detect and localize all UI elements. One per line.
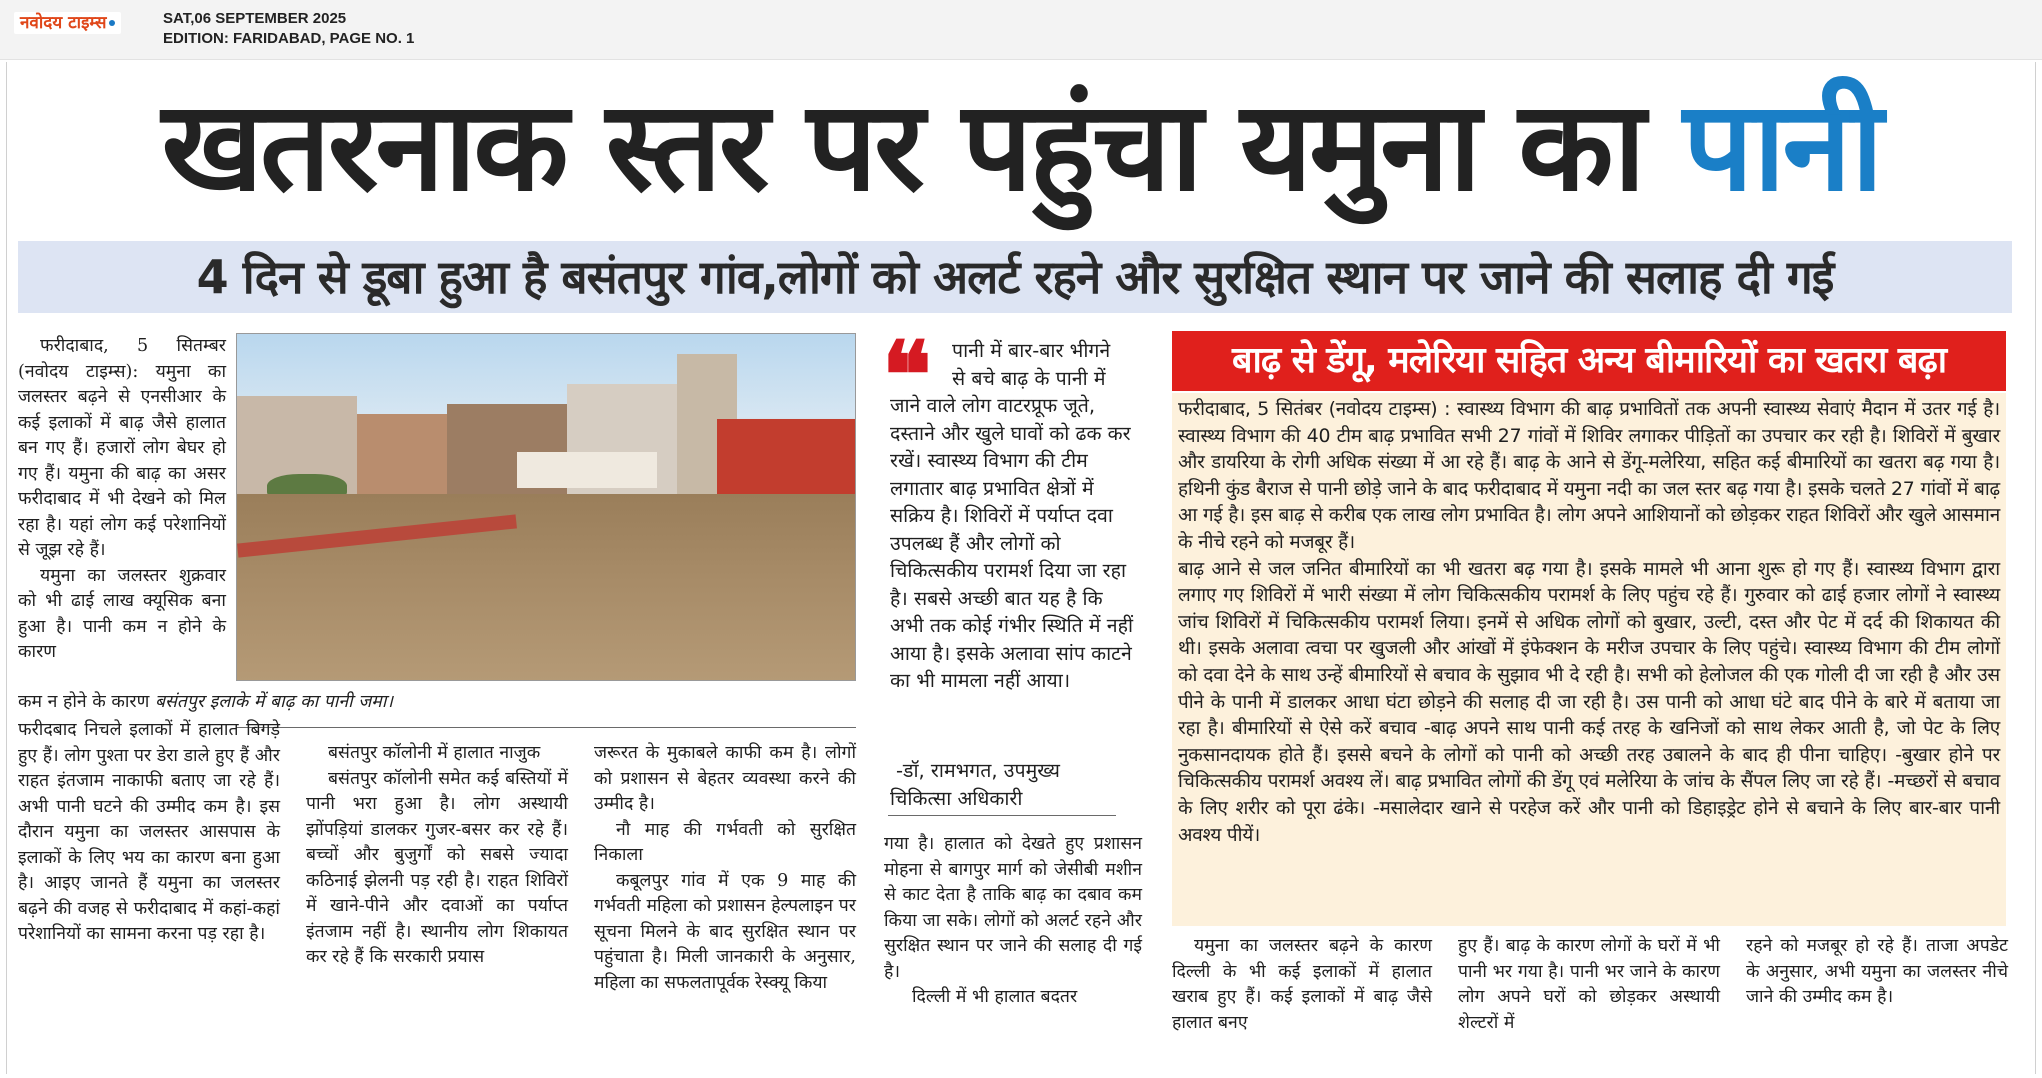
story-paragraph: रहने को मजबूर हो रहे हैं। ताजा अपडेट के अनुसार, अभी यमुना का जलस्तर नीचे जाने की उम्मीद कम है। xyxy=(1746,936,2008,1007)
side-story-banner: बाढ़ से डेंगू, मलेरिया सहित अन्य बीमारियों का खतरा बढ़ा xyxy=(1172,331,2006,391)
quote-box xyxy=(890,337,1133,695)
side-story-paragraph: फरीदाबाद, 5 सितंबर (नवोदय टाइम्स) : स्वास्थ्य विभाग की बाढ़ प्रभावितों तक अपनी स्वास्थ्य सेवाएं मैदान में उतर गई है। स्वास्थ्य विभाग की 40 टीम बाढ़ प्रभावित सभी 27 गांवों में शिविर लगाकर पीड़ितों का उपचार कर रही है। शिविरों में बुखार और डायरिया के रोगी अधिक संख्या में आ रहे हैं। बाढ़ के आने से डेंगू-मलेरिया, सहित कई बीमारियों का खतरा बढ़ गया है। हथिनी कुंड बैराज से पानी छोड़े जाने के बाद फरीदाबाद में यमुना नदी का जल स्तर बढ़ गया है। इसके चलते 27 गांवों में बाढ़ आ गई है। इस बाढ़ से करीब एक लाख लोग प्रभावित है। लोग अपने आशियानों को छोड़कर राहत शिविरों और खुले आसमान के नीचे रहने को मजबूर हैं। xyxy=(1178,398,2000,553)
top-bar xyxy=(0,0,2042,60)
flood-photo[interactable] xyxy=(236,333,856,681)
logo-dot-icon xyxy=(109,20,115,26)
quote-divider xyxy=(888,815,1116,816)
delhi-col3 xyxy=(1746,934,2008,1011)
story-col1-top xyxy=(18,334,226,666)
photo-divider xyxy=(236,727,856,728)
photo-building xyxy=(357,414,447,494)
story-col4 xyxy=(884,832,1142,1011)
attribution-name: -डॉ, रामभगत, उपमुख्य xyxy=(896,759,1060,782)
edition-info xyxy=(163,9,414,49)
photo-building xyxy=(717,419,856,494)
attribution-title: चिकित्सा अधिकारी xyxy=(890,786,1023,810)
story-paragraph: गया है। हालात को देखते हुए प्रशासन मोहना से बागपुर मार्ग को जेसीबी मशीन से काट देता है ताकि बाढ़ का दबाव कम किया जा सके। लोगों को अलर्ट रहने और सुरक्षित स्थान पर जाने की सलाह दी गई है। xyxy=(884,834,1142,982)
story-paragraph: फरीदबाद निचले इलाकों में हालात बिगड़े हुए हैं। लोग पुश्ता पर डेरा डाले हुए हैं और राहत इंतजाम नाकाफी बताए जा रहे हैं। अभी पानी घटने की उम्मीद कम है। इस दौरान यमुना का जलस्तर आसपास के इलाकों के लिए भय का कारण बना हुआ है। आइए जानते हैं यमुना का जलस्तर बढ़ने की वजह से फरीदाबाद में कहां-कहां परेशानियों का सामना करना पड़ रहा है। xyxy=(18,720,280,944)
story-paragraph: बसंतपुर कॉलोनी समेत कई बस्तियों में पानी भरा हुआ है। लोग अस्थायी झोंपड़ियां डालकर गुजर-बसर कर रहे हैं। बच्चों और बुजुर्गों को सबसे ज्यादा कठिनाई झेलनी पड़ रही है। राहत शिविरों में खाने-पीने और दवाओं का पर्याप्त इंतजाम नहीं है। स्थानीय लोग शिकायत कर रहे हैं कि सरकारी प्रयास xyxy=(306,768,568,967)
subheadline: 4 दिन से डूबा हुआ है बसंतपुर गांव,लोगों को अलर्ट रहने और सुरक्षित स्थान पर जाने की सलाह दी गई xyxy=(196,250,1834,304)
story-paragraph: कबूलपुर गांव में एक 9 माह की गर्भवती महिला को प्रशासन हेल्पलाइन पर सूचना मिलने के बाद सुरक्षित स्थान पर पहुंचाता है। मिली जानकारी के अनुसार, महिला का सफलतापूर्वक रेस्क्यू किया xyxy=(594,870,856,993)
caption-text: बसंतपुर इलाके में बाढ़ का पानी जमा। xyxy=(154,692,394,712)
story-col3 xyxy=(594,741,856,996)
subhead-delhi: दिल्ली में भी हालात बदतर xyxy=(912,987,1078,1007)
quote-line: पानी में बार-बार भीगने xyxy=(952,339,1111,362)
issue-date: SAT,06 SEPTEMBER 2025 xyxy=(163,10,347,27)
story-col2 xyxy=(306,741,568,971)
side-story-paragraph: बाढ़ आने से जल जनित बीमारियों का भी खतरा बढ़ गया है। इसके मामले भी आना शुरू हो गए हैं। स्वास्थ्य विभाग द्वारा लगाए गए शिविरों में भारी संख्या में लोग चिकित्सकीय परामर्श के लिए पहुंच रहे हैं। गुरुवार को ढाई हजार लोगों ने स्वास्थ्य जांच शिविरों में चिकित्सकीय परामर्श लिया। इनमें से अधिक लोगों को बुखार, उल्टी, दस्त और पेट में दर्द की शिकायत की थी। इसके अलावा त्वचा पर खुजली और आंखों में इंफेक्शन के मरीज उपचार के लिए पहुंचे। स्वास्थ्य विभाग की टीम लोगों को दवा देने के साथ उन्हें बीमारियों से बचाव के सुझाव भी दे रही है। सभी को हेलोजल की एक गोली दी जा रही है और उस पीने के पानी में डालकर आधा घंटा छोड़ने की सलाह दी जा रही है। उस पानी को आधा घंटे बाद पीने के बारे में बताया जा रहा है। बीमारियों से ऐसे करें बचाव -बाढ़ अपने साथ पानी कई तरह के खनिजों को साथ लेकर आती है, जो पेट के लिए नुकसानदायक होते हैं। इससे बचने के लोगों को पानी को अच्छी तरह उबालने के बाद ही पीना चाहिए। -बुखार होने पर चिकित्सकीय परामर्श अवश्य लें। बाढ़ प्रभावित लोगों की डेंगू एवं मलेरिया के जांच के सैंपल लिए जा रहे हैं। -मच्छरों से बचाव के लिए शरीर को पूरा ढंके। -मसालेदार खाने से परहेज करें और पानी को डिहाइड्रेट होने से बचाने के लिए बार-बार पानी अवश्य पीयें। xyxy=(1178,557,2000,846)
subhead-basantpur: बसंतपुर कॉलोनी में हालात नाजुक xyxy=(328,743,541,763)
side-story-text xyxy=(1178,396,2000,848)
headline-text: खतरनाक स्तर पर पहुंचा यमुना का xyxy=(161,75,1643,219)
story-paragraph: यमुना का जलस्तर बढ़ने के कारण दिल्ली के भी कई इलाकों में हालात खराब हुए हैं। कई इलाकों में बाढ़ जैसे हालात बनए xyxy=(1172,936,1432,1033)
story-lead-paragraph: फरीदाबाद, 5 सितम्बर (नवोदय टाइम्स): यमुना का जलस्तर बढ़ने से एनसीआर के कई इलाकों में बाढ़ जैसे हालात बन गए हैं। हजारों लोग बेघर हो गए हैं। यमुना की बाढ़ का असर फरीदाबाद में भी देखने को मिल रहा है। यहां लोग कई परेशानियों से जूझ रहे हैं। xyxy=(18,336,226,560)
caption-lead: कम न होने के कारण xyxy=(18,692,150,712)
photo-flood-water xyxy=(237,494,856,681)
delhi-col2 xyxy=(1458,934,1720,1036)
story-paragraph: हुए हैं। बाढ़ के कारण लोगों के घरों में भी पानी भर गया है। पानी भर जाने के कारण लोग अपने घरों को छोड़कर अस्थायी शेल्टरों में xyxy=(1458,936,1720,1033)
story-col1-bottom xyxy=(18,718,280,948)
delhi-col1 xyxy=(1172,934,1432,1036)
quote-text: जाने वाले लोग वाटरप्रूफ जूते, दस्ताने और खुले घावों को ढक कर रखें। स्वास्थ्य विभाग की टीम लगातार बाढ़ प्रभावित क्षेत्रों में सक्रिय है। शिविरों में पर्याप्त दवा उपलब्ध हैं और लोगों को चिकित्सकीय परामर्श दिया जा रहा है। सबसे अच्छी बात यह है कि अभी तक कोई गंभीर स्थिति में नहीं आया है। इसके अलावा सांप काटने का भी मामला नहीं आया। xyxy=(890,394,1134,692)
subhead-pregnant-rescue: नौ माह की गर्भवती को सुरक्षित निकाला xyxy=(594,819,856,865)
newspaper-logo[interactable]: नवोदय टाइम्स xyxy=(14,12,121,34)
photo-wall xyxy=(517,452,657,488)
edition-page: EDITION: FARIDABAD, PAGE NO. 1 xyxy=(163,30,415,47)
story-paragraph: जरूरत के मुकाबले काफी कम है। लोगों को प्रशासन से बेहतर व्यवस्था करने की उम्मीद है। xyxy=(594,743,856,814)
main-headline xyxy=(0,62,2042,232)
quote-attribution xyxy=(890,757,1110,812)
photo-caption xyxy=(18,690,393,714)
quote-mark-icon: ❝ xyxy=(882,321,932,429)
headline-highlight: पानी xyxy=(1682,75,1881,219)
quote-line: से बचे बाढ़ के पानी में xyxy=(952,366,1106,390)
story-paragraph: यमुना का जलस्तर शुक्रवार को भी ढाई लाख क्यूसिक बना हुआ है। पानी कम न होने के कारण xyxy=(18,565,226,662)
